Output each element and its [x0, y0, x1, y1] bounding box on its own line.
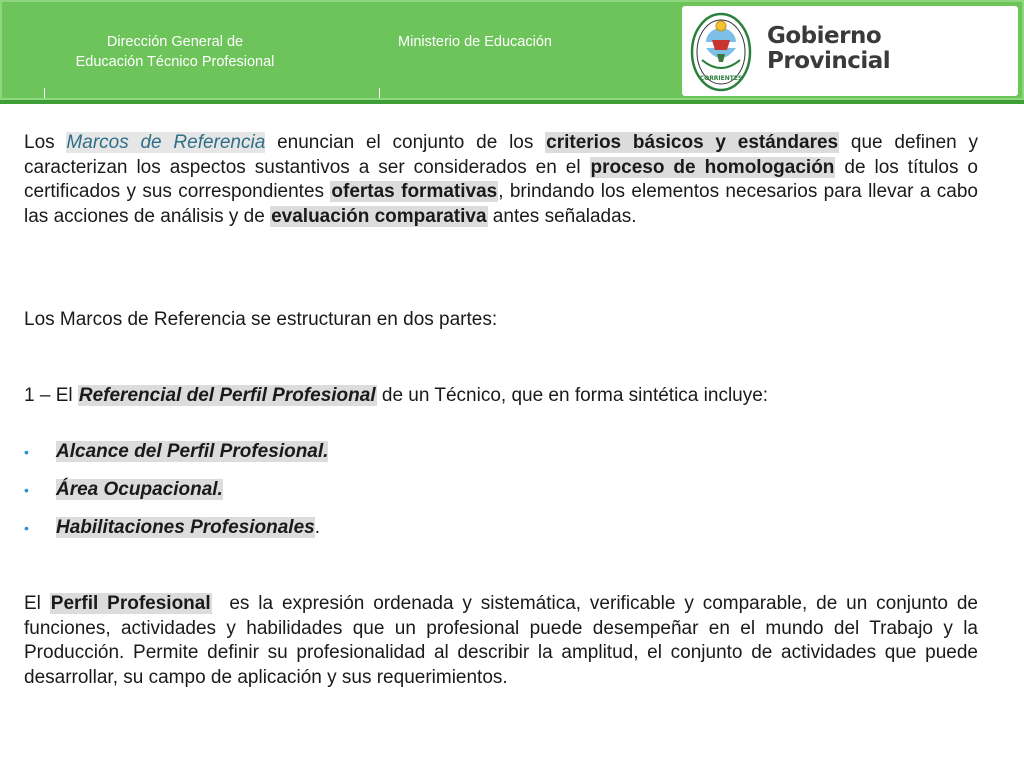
p4-text-3: es la expresión ordenada y sistemática, verificable y comparable, de un conjunto de funciones, actividades y habilidades que un profesional puede desempeñar en el mundo del Trabajo y la Producción. Permite definir su profesionalidad al describir la amplitud, el conjunto de actividades que puede desarrollar, su campo de aplicación y sus requerimientos.: [24, 593, 984, 688]
term-marcos-de-referencia: Marcos de Referencia: [66, 132, 266, 153]
list-item: [24, 440, 328, 478]
bullet-text-area: Área Ocupacional.: [56, 479, 223, 500]
bullet-text-alcance: Alcance del Perfil Profesional.: [56, 441, 329, 462]
p3-text-3: de un Técnico, que en forma sintética incluye:: [376, 385, 769, 406]
bullet-text-habilitaciones: Habilitaciones Profesionales: [56, 517, 315, 538]
gobierno-provincial-title: [767, 24, 890, 74]
header-directorate: [30, 32, 320, 72]
bullet-icon: •: [24, 520, 29, 536]
header-directorate-line2: Educación Técnico Profesional: [75, 54, 275, 70]
term-referencial-perfil: Referencial del Perfil Profesional: [78, 385, 376, 406]
p3-text-1: 1 – El: [24, 385, 78, 406]
term-perfil-profesional: Perfil Profesional: [50, 593, 211, 614]
term-criterios-basicos: criterios básicos y estándares: [546, 132, 839, 153]
list-item: [24, 516, 328, 554]
p1-text-11: antes señaladas.: [487, 205, 637, 227]
header-tick-middle: [379, 88, 380, 98]
paragraph-marcos-intro: [24, 131, 978, 229]
gov-title-line1: Gobierno: [767, 23, 882, 49]
term-evaluacion-comparativa: evaluación comparativa: [271, 205, 487, 227]
p4-text-1: El: [24, 593, 50, 614]
p1-text-9: , brindando los elementos necesarios para llevar a cabo las acciones de análisis y de: [24, 181, 978, 227]
paragraph-perfil-profesional: [24, 592, 984, 690]
header-tick-left: [44, 88, 45, 98]
header-banner: [0, 0, 1024, 104]
svg-text:CORRIENTES: CORRIENTES: [699, 75, 743, 82]
p1-text-1: Los: [24, 132, 67, 153]
bullet-list: [24, 440, 328, 554]
government-logo: [682, 6, 1018, 96]
corrientes-seal-icon: [690, 10, 752, 92]
header-ministry: Ministerio de Educación: [398, 34, 552, 50]
term-ofertas-formativas: ofertas formativas: [331, 181, 498, 203]
p1-text-5: que definen y caracterizan los aspectos sustantivos a ser considerados en el: [24, 132, 978, 178]
bullet-icon: •: [24, 482, 29, 498]
slide-content: [24, 131, 984, 688]
paragraph-part-one: [24, 384, 768, 409]
bullet-icon: •: [24, 444, 29, 460]
p1-text-7: de los títulos o certificados y sus correspondientes: [24, 156, 979, 203]
paragraph-structure: Los Marcos de Referencia se estructuran en dos partes:: [24, 309, 498, 330]
gov-title-line2: Provincial: [767, 48, 891, 74]
header-directorate-line1: Dirección General de: [106, 34, 244, 50]
term-proceso-homologacion: proceso de homologación: [590, 156, 835, 178]
bullet-suffix: .: [314, 517, 320, 538]
p1-text-3: enuncian el conjunto de los: [265, 132, 546, 153]
list-item: [24, 478, 328, 516]
